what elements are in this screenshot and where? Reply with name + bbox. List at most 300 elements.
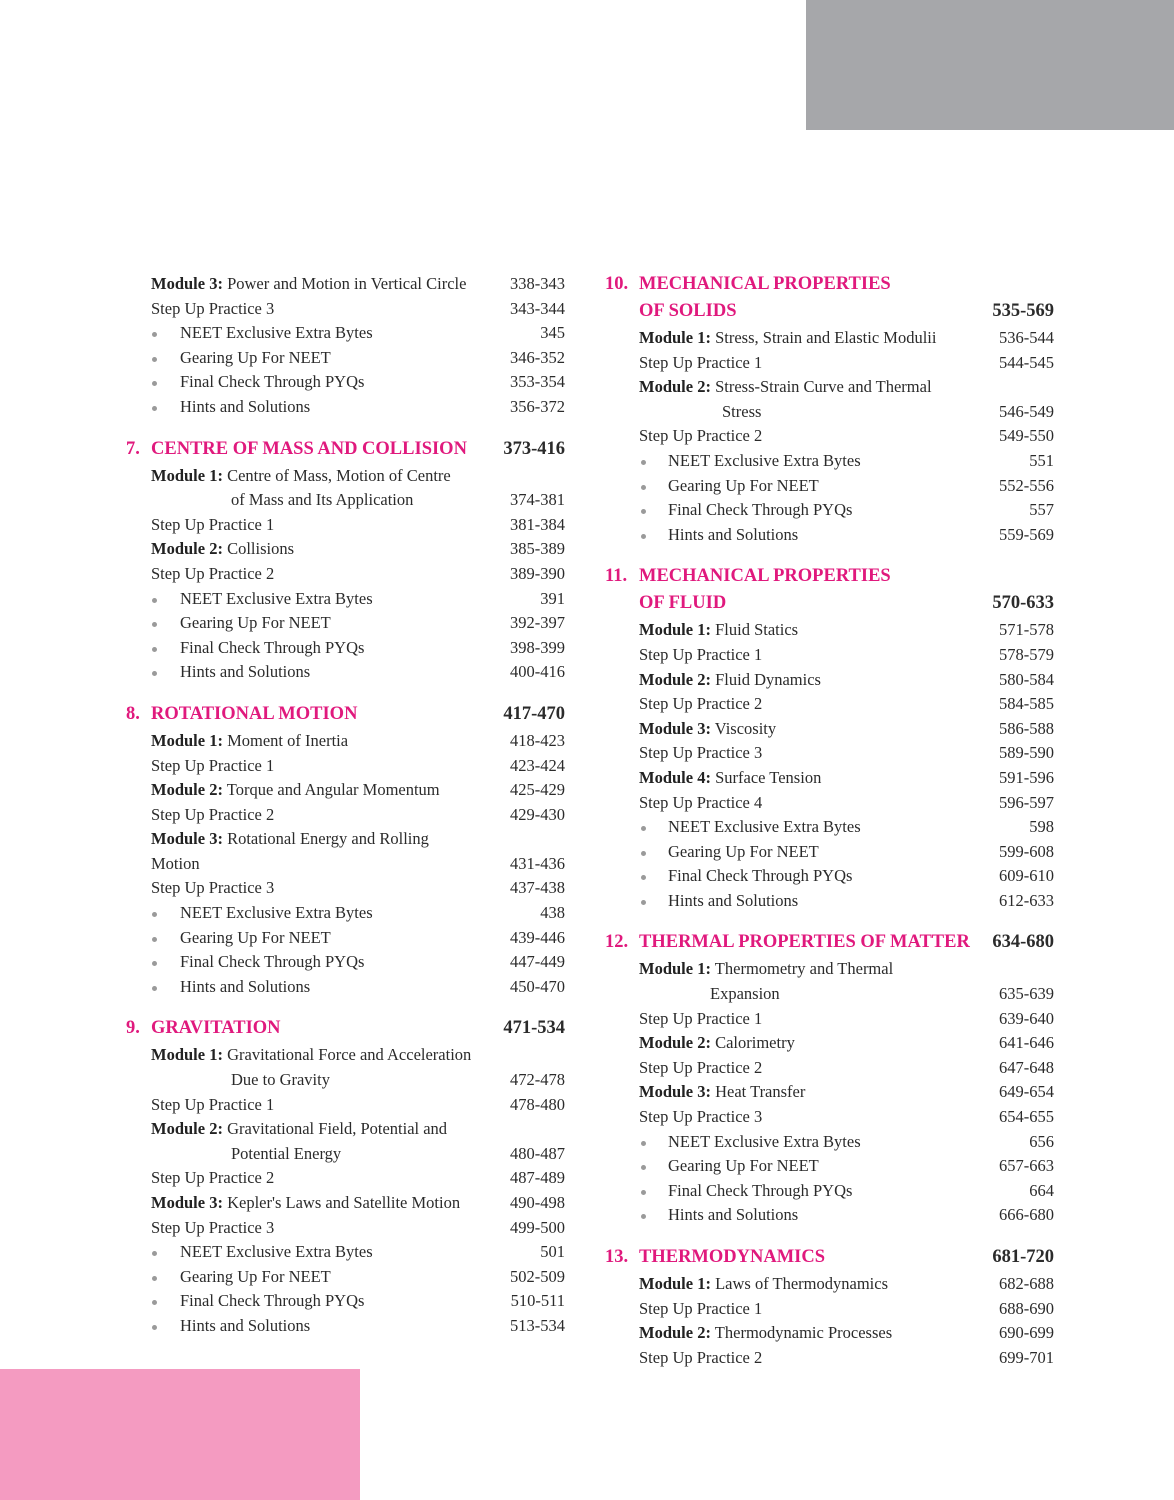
toc-bullet-entry[interactable]: [600, 474, 1054, 499]
toc-entry[interactable]: [600, 1346, 1054, 1371]
entry-label: Final Check Through PYQs: [668, 1180, 853, 1200]
chapter-heading[interactable]: [600, 930, 1054, 955]
bullet-icon: [641, 875, 646, 880]
toc-entry[interactable]: [120, 1166, 565, 1191]
toc-bullet-entry[interactable]: [120, 660, 565, 685]
bullet-icon: [152, 622, 157, 627]
bullet-icon: [152, 647, 157, 652]
entry-pages: 639-640: [999, 1008, 1054, 1028]
entry-label: NEET Exclusive Extra Bytes: [668, 1131, 861, 1151]
chapter-heading[interactable]: [600, 1245, 1054, 1270]
entry-label: Gearing Up For NEET: [180, 347, 331, 367]
bullet-icon: [152, 406, 157, 411]
toc-bullet-entry[interactable]: [120, 370, 565, 395]
entry-label: Module 3: Viscosity: [639, 718, 777, 738]
toc-bullet-entry[interactable]: [120, 950, 565, 975]
entry-label: Final Check Through PYQs: [180, 637, 365, 657]
chapter-rows: [600, 957, 1054, 1228]
entry-label: Gearing Up For NEET: [180, 927, 331, 947]
bullet-icon: [152, 986, 157, 991]
entry-label: Step Up Practice 1: [639, 1298, 763, 1318]
chapter-rows: [600, 1272, 1054, 1370]
chapter-number: 9.: [126, 1018, 140, 1039]
toc-module-entry[interactable]: [120, 1191, 565, 1216]
toc-bullet-entry[interactable]: [600, 815, 1054, 840]
entry-pages: 546-549: [999, 401, 1054, 421]
entry-label: Step Up Practice 2: [151, 1168, 275, 1188]
entry-pages: 690-699: [999, 1323, 1054, 1343]
entry-pages: 510-511: [510, 1291, 565, 1311]
entry-pages: 346-352: [510, 347, 565, 367]
entry-label: Gearing Up For NEET: [668, 1156, 819, 1176]
chapter-title: CENTRE OF MASS AND COLLISION: [151, 438, 467, 459]
entry-label: Potential Energy: [231, 1143, 342, 1163]
entry-pages: 654-655: [999, 1107, 1054, 1127]
entry-label: Module 1: Thermometry and Thermal: [639, 959, 894, 979]
entry-label: Final Check Through PYQs: [180, 372, 365, 392]
entry-pages: 392-397: [510, 613, 565, 633]
entry-pages: 559-569: [999, 524, 1054, 544]
entry-label: Step Up Practice 1: [639, 644, 763, 664]
entry-pages: 557: [1029, 500, 1054, 520]
entry-label: Module 2: Fluid Dynamics: [639, 669, 821, 689]
entry-label: Module 1: Gravitational Force and Acceleration: [151, 1045, 472, 1065]
entry-label: Step Up Practice 2: [151, 563, 275, 583]
toc-module-entry[interactable]: [600, 1080, 1054, 1105]
entry-pages: 450-470: [510, 976, 565, 996]
bullet-icon: [152, 1300, 157, 1305]
entry-label: Module 1: Moment of Inertia: [151, 730, 349, 750]
entry-label: Module 2: Stress-Strain Curve and Thermal: [639, 377, 932, 397]
entry-pages: 438: [540, 903, 565, 923]
entry-pages: 437-438: [510, 878, 565, 898]
toc-bullet-entry[interactable]: [120, 901, 565, 926]
bullet-icon: [641, 900, 646, 905]
entry-pages: 635-639: [999, 984, 1054, 1004]
entry-pages: 425-429: [510, 780, 565, 800]
entry-pages: 447-449: [510, 952, 565, 972]
toc-bullet-entry[interactable]: [600, 889, 1054, 914]
entry-pages: 439-446: [510, 927, 565, 947]
toc-bullet-entry[interactable]: [120, 395, 565, 420]
toc-entry[interactable]: [600, 1007, 1054, 1032]
chapter-title: THERMODYNAMICS: [639, 1247, 826, 1267]
entry-pages: 591-596: [999, 767, 1054, 787]
bullet-icon: [152, 1325, 157, 1330]
chapter-pages: 570-633: [992, 593, 1054, 614]
entry-pages: 400-416: [510, 662, 565, 682]
toc-module-entry[interactable]: [600, 618, 1054, 643]
entry-label: Step Up Practice 1: [639, 1008, 763, 1028]
entry-label: Module 2: Gravitational Field, Potential and: [151, 1119, 448, 1139]
module-number: Module 2:: [639, 1323, 711, 1343]
bullet-icon: [152, 357, 157, 362]
toc-bullet-entry[interactable]: [120, 346, 565, 371]
entry-pages: 699-701: [999, 1347, 1054, 1367]
entry-pages: 584-585: [999, 694, 1054, 714]
footer-pink-block: [0, 1369, 360, 1500]
entry-pages: 487-489: [510, 1168, 565, 1188]
toc-bullet-entry[interactable]: [600, 1154, 1054, 1179]
chapter-title: MECHANICAL PROPERTIES: [639, 566, 891, 587]
entry-pages: 647-648: [999, 1057, 1054, 1077]
chapter-number: 10.: [605, 274, 629, 294]
entry-pages: 418-423: [510, 730, 565, 750]
module-number: Module 1:: [639, 1274, 711, 1293]
module-number: Module 3:: [151, 1193, 223, 1212]
entry-pages: 641-646: [999, 1033, 1054, 1053]
entry-pages: 472-478: [510, 1070, 565, 1090]
toc-bullet-entry[interactable]: [120, 321, 565, 346]
toc-bullet-entry[interactable]: [600, 1179, 1054, 1204]
module-number: Module 1:: [151, 465, 223, 485]
chapter-rows: [600, 326, 1054, 547]
toc-entry[interactable]: [120, 1093, 565, 1118]
entry-pages: 552-556: [999, 475, 1054, 495]
toc-module-entry[interactable]: [600, 717, 1054, 742]
entry-label: NEET Exclusive Extra Bytes: [668, 817, 861, 837]
module-number: Module 1:: [639, 620, 711, 640]
entry-label: Step Up Practice 2: [151, 804, 275, 824]
header-grey-block: [806, 0, 1174, 130]
entry-label: Step Up Practice 1: [151, 514, 275, 534]
entry-pages: 578-579: [999, 644, 1054, 664]
module-number: Module 1:: [639, 959, 711, 979]
module-number: Module 1:: [151, 1045, 223, 1065]
toc-module-entry[interactable]: [600, 766, 1054, 791]
entry-label: Due to Gravity: [231, 1070, 330, 1090]
toc-entry[interactable]: [600, 741, 1054, 766]
module-number: Module 3:: [151, 829, 223, 849]
toc-entry-continuation[interactable]: [120, 488, 565, 513]
entry-label: Module 3: Heat Transfer: [639, 1082, 806, 1102]
entry-label: Final Check Through PYQs: [180, 1291, 365, 1311]
entry-label: Step Up Practice 2: [639, 426, 763, 446]
bullet-icon: [641, 1141, 646, 1146]
entry-pages: 612-633: [999, 890, 1054, 910]
chapter-number: 12.: [605, 932, 629, 953]
entry-label: Hints and Solutions: [668, 1205, 799, 1225]
entry-label: Step Up Practice 1: [151, 1094, 275, 1114]
module-number: Module 4:: [639, 767, 711, 787]
entry-pages: 423-424: [510, 755, 565, 775]
module-number: Module 2:: [151, 539, 223, 559]
chapter-pages: 535-569: [992, 301, 1054, 321]
entry-pages: 338-343: [510, 274, 565, 293]
chapter-pages: 681-720: [992, 1247, 1054, 1267]
entry-pages: 429-430: [510, 804, 565, 824]
toc-entry[interactable]: [600, 1105, 1054, 1130]
toc-bullet-entry[interactable]: [120, 1289, 565, 1314]
module-number: Module 3:: [151, 274, 223, 293]
bullet-icon: [641, 509, 646, 514]
entry-label: Motion: [151, 853, 200, 873]
entry-pages: 666-680: [999, 1205, 1054, 1225]
bullet-icon: [152, 1276, 157, 1281]
toc-entry-continuation[interactable]: [120, 1068, 565, 1093]
chapter-heading[interactable]: [600, 272, 1054, 297]
toc-module-entry[interactable]: [120, 272, 565, 297]
entry-label: Final Check Through PYQs: [180, 952, 365, 972]
entry-label: NEET Exclusive Extra Bytes: [668, 450, 861, 470]
toc-bullet-entry[interactable]: [600, 449, 1054, 474]
entry-pages: 688-690: [999, 1298, 1054, 1318]
toc-bullet-entry[interactable]: [600, 523, 1054, 548]
chapter-heading[interactable]: [120, 1016, 565, 1041]
bullet-icon: [152, 332, 157, 337]
toc-module-entry[interactable]: [600, 668, 1054, 693]
bullet-icon: [152, 381, 157, 386]
toc-module-entry[interactable]: [600, 957, 1054, 982]
toc-entry[interactable]: [120, 297, 565, 322]
toc-entry[interactable]: [120, 803, 565, 828]
entry-pages: 431-436: [510, 853, 565, 873]
module-number: Module 2:: [151, 1119, 223, 1139]
entry-pages: 480-487: [510, 1143, 565, 1163]
chapter-rows: [120, 729, 565, 1000]
bullet-icon: [641, 826, 646, 831]
chapter-rows: [120, 464, 565, 685]
module-number: Module 1:: [151, 730, 223, 750]
module-number: Module 2:: [639, 1033, 711, 1053]
entry-label: Step Up Practice 3: [639, 743, 763, 763]
bullet-icon: [152, 961, 157, 966]
entry-pages: 599-608: [999, 841, 1054, 861]
entry-label: NEET Exclusive Extra Bytes: [180, 903, 373, 923]
entry-pages: 536-544: [999, 328, 1054, 347]
entry-label: Step Up Practice 1: [639, 352, 763, 372]
toc-left-column: [120, 272, 565, 1339]
entry-label: Hints and Solutions: [180, 1315, 311, 1335]
entry-label: Step Up Practice 3: [151, 298, 275, 318]
entry-label: Hints and Solutions: [180, 396, 311, 416]
toc-entry[interactable]: [120, 513, 565, 538]
chapter-title: THERMAL PROPERTIES OF MATTER: [639, 932, 970, 953]
entry-pages: 513-534: [510, 1315, 565, 1335]
entry-label: NEET Exclusive Extra Bytes: [180, 323, 373, 343]
chapter-number: 7.: [126, 438, 140, 459]
bullet-icon: [152, 598, 157, 603]
entry-label: Step Up Practice 3: [639, 1107, 763, 1127]
chapter-pages: 471-534: [503, 1018, 565, 1039]
toc-bullet-entry[interactable]: [600, 1130, 1054, 1155]
entry-pages: 353-354: [510, 372, 565, 392]
entry-pages: 502-509: [510, 1266, 565, 1286]
entry-label: Module 2: Torque and Angular Momentum: [151, 780, 440, 800]
toc-module-entry[interactable]: [600, 1321, 1054, 1346]
toc-entry[interactable]: [120, 876, 565, 901]
entry-label: Step Up Practice 3: [151, 1217, 275, 1237]
toc-entry[interactable]: [120, 754, 565, 779]
toc-entry-continuation[interactable]: [120, 1142, 565, 1167]
entry-pages: 499-500: [510, 1217, 565, 1237]
chapter-number: 11.: [605, 566, 628, 587]
entry-pages: 391: [540, 588, 565, 608]
entry-label: Hints and Solutions: [668, 890, 799, 910]
chapter-number: 8.: [126, 703, 140, 724]
toc-entry-continuation[interactable]: [600, 982, 1054, 1007]
bullet-icon: [152, 912, 157, 917]
entry-label: Module 2: Collisions: [151, 539, 295, 559]
chapter-pages: 634-680: [992, 932, 1054, 953]
toc-module-entry[interactable]: [120, 464, 565, 489]
entry-label: Step Up Practice 2: [639, 694, 763, 714]
chapter-rows: [120, 1043, 565, 1338]
entry-pages: 385-389: [510, 539, 565, 559]
toc-module-entry[interactable]: [120, 729, 565, 754]
entry-label: Hints and Solutions: [180, 662, 311, 682]
module-number: Module 2:: [151, 780, 223, 800]
chapter-title: OF FLUID: [639, 593, 727, 614]
chapter-pages: 373-416: [503, 438, 565, 459]
entry-pages: 551: [1029, 450, 1054, 470]
entry-pages: 649-654: [999, 1082, 1054, 1102]
chapter-pages: 417-470: [503, 703, 565, 724]
toc-bullet-entry[interactable]: [120, 926, 565, 951]
toc-entry[interactable]: [600, 1297, 1054, 1322]
entry-label: Gearing Up For NEET: [180, 1266, 331, 1286]
toc-bullet-entry[interactable]: [600, 498, 1054, 523]
chapter-title: GRAVITATION: [151, 1018, 281, 1039]
chapter-heading[interactable]: [600, 564, 1054, 589]
module-number: Module 2:: [639, 377, 711, 397]
toc-bullet-entry[interactable]: [120, 587, 565, 612]
bullet-icon: [152, 1251, 157, 1256]
bullet-icon: [641, 851, 646, 856]
bullet-icon: [152, 937, 157, 942]
toc-module-entry[interactable]: [120, 778, 565, 803]
entry-label: Gearing Up For NEET: [668, 841, 819, 861]
entry-pages: 586-588: [999, 718, 1054, 738]
toc-bullet-entry[interactable]: [600, 1203, 1054, 1228]
entry-pages: 549-550: [999, 426, 1054, 446]
toc-bullet-entry[interactable]: [120, 1240, 565, 1265]
toc-entry[interactable]: [120, 1216, 565, 1241]
module-number: Module 3:: [639, 1082, 711, 1102]
toc-bullet-entry[interactable]: [120, 1314, 565, 1339]
chapter-heading[interactable]: [120, 702, 565, 727]
entry-label: Step Up Practice 4: [639, 792, 763, 812]
chapter-title: ROTATIONAL MOTION: [151, 703, 358, 724]
entry-pages: 664: [1029, 1180, 1054, 1200]
bullet-icon: [641, 1165, 646, 1170]
chapter-heading-cont[interactable]: [600, 299, 1054, 324]
entry-label: Module 3: Kepler's Laws and Satellite Motion: [151, 1193, 461, 1212]
entry-pages: 544-545: [999, 352, 1054, 372]
entry-label: Step Up Practice 3: [151, 878, 275, 898]
entry-label: Stress: [722, 401, 762, 421]
entry-label: Gearing Up For NEET: [668, 475, 819, 495]
entry-pages: 345: [540, 323, 565, 343]
toc-bullet-entry[interactable]: [120, 1265, 565, 1290]
chapter-number: 13.: [605, 1247, 629, 1267]
entry-label: Module 3: Power and Motion in Vertical Circle: [151, 274, 467, 293]
entry-label: Gearing Up For NEET: [180, 613, 331, 633]
bullet-icon: [152, 671, 157, 676]
bullet-icon: [641, 460, 646, 465]
chapter-rows: [600, 618, 1054, 913]
entry-pages: 657-663: [999, 1156, 1054, 1176]
entry-label: Final Check Through PYQs: [668, 500, 853, 520]
bullet-icon: [641, 485, 646, 490]
entry-label: NEET Exclusive Extra Bytes: [180, 588, 373, 608]
entry-label: Hints and Solutions: [180, 976, 311, 996]
entry-label: Step Up Practice 1: [151, 755, 275, 775]
entry-pages: 656: [1029, 1131, 1054, 1151]
entry-pages: 490-498: [510, 1193, 565, 1212]
entry-label: Module 4: Surface Tension: [639, 767, 822, 787]
chapter-title: MECHANICAL PROPERTIES: [639, 274, 891, 294]
bullet-icon: [641, 534, 646, 539]
entry-label: Module 2: Calorimetry: [639, 1033, 795, 1053]
entry-pages: 501: [540, 1242, 565, 1262]
entry-label: Final Check Through PYQs: [668, 866, 853, 886]
entry-pages: 589-590: [999, 743, 1054, 763]
toc-entry[interactable]: [600, 351, 1054, 376]
entry-pages: 398-399: [510, 637, 565, 657]
toc-module-entry[interactable]: [600, 1031, 1054, 1056]
entry-pages: 580-584: [999, 669, 1054, 689]
toc-entry[interactable]: [600, 791, 1054, 816]
toc-bullet-entry[interactable]: [120, 636, 565, 661]
bullet-icon: [641, 1190, 646, 1195]
entry-pages: 682-688: [999, 1274, 1054, 1293]
entry-pages: 571-578: [999, 620, 1054, 640]
entry-label: Module 1: Stress, Strain and Elastic Modulii: [639, 328, 937, 347]
entry-label: Module 1: Laws of Thermodynamics: [639, 1274, 888, 1293]
toc-entry[interactable]: [600, 424, 1054, 449]
toc-entry[interactable]: [120, 562, 565, 587]
module-number: Module 2:: [639, 669, 711, 689]
entry-label: Expansion: [710, 984, 780, 1004]
toc-module-entry[interactable]: [120, 827, 565, 852]
entry-pages: 609-610: [999, 866, 1054, 886]
toc-module-entry[interactable]: [120, 1043, 565, 1068]
toc-entry-continuation[interactable]: [600, 400, 1054, 425]
entry-pages: 356-372: [510, 396, 565, 416]
entry-label: Step Up Practice 2: [639, 1347, 763, 1367]
toc-entry[interactable]: [600, 1056, 1054, 1081]
entry-label: Step Up Practice 2: [639, 1057, 763, 1077]
rows-carryover: [120, 272, 565, 420]
entry-label: Module 3: Rotational Energy and Rolling: [151, 829, 429, 849]
toc-module-entry[interactable]: [600, 375, 1054, 400]
entry-label: Module 1: Fluid Statics: [639, 620, 799, 640]
entry-pages: 478-480: [510, 1094, 565, 1114]
toc-module-entry[interactable]: [600, 326, 1054, 351]
module-number: Module 1:: [639, 328, 711, 347]
entry-pages: 598: [1029, 817, 1054, 837]
toc-bullet-entry[interactable]: [600, 840, 1054, 865]
toc-bullet-entry[interactable]: [600, 864, 1054, 889]
toc-right-column: [600, 272, 1054, 1370]
entry-pages: 374-381: [510, 490, 565, 510]
toc-entry[interactable]: [600, 692, 1054, 717]
toc-module-entry[interactable]: [120, 1117, 565, 1142]
entry-label: Hints and Solutions: [668, 524, 799, 544]
toc-bullet-entry[interactable]: [120, 611, 565, 636]
toc-bullet-entry[interactable]: [120, 975, 565, 1000]
toc-module-entry[interactable]: [120, 537, 565, 562]
chapter-title: OF SOLIDS: [639, 301, 737, 321]
toc-entry-continuation[interactable]: [120, 852, 565, 877]
entry-pages: 596-597: [999, 792, 1054, 812]
entry-pages: 389-390: [510, 563, 565, 583]
chapter-heading[interactable]: [120, 437, 565, 462]
toc-module-entry[interactable]: [600, 1272, 1054, 1297]
chapter-heading-cont[interactable]: [600, 591, 1054, 616]
toc-entry[interactable]: [600, 643, 1054, 668]
